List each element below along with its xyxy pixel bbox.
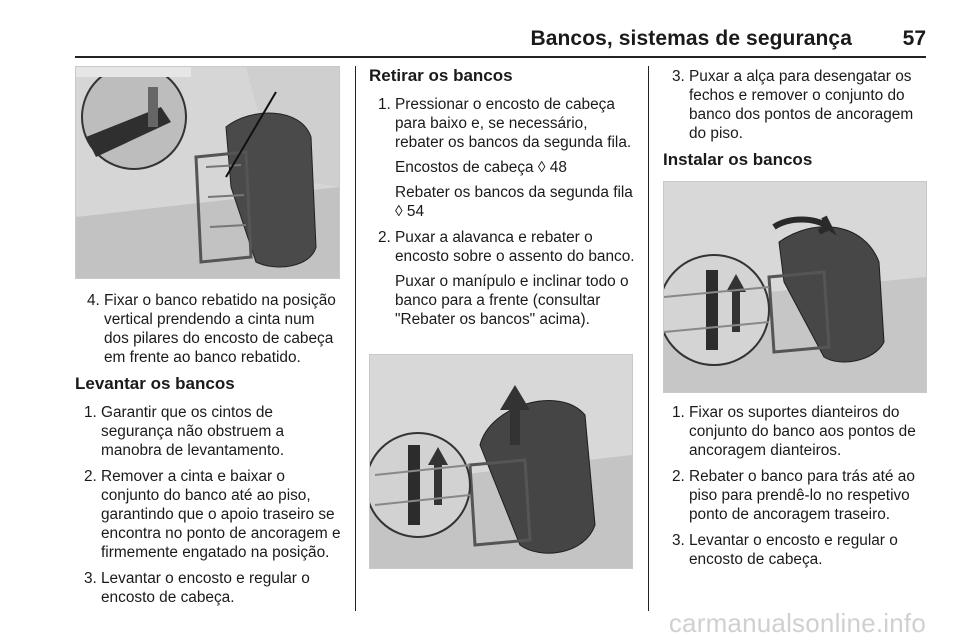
step-text: Fixar o banco rebatido na posição vertical prendendo a cinta num dos pilares do encosto de cabeça em frente ao banco rebatido. xyxy=(104,292,336,366)
raise-step-2 xyxy=(75,467,345,562)
chapter-title: Bancos, sistemas de segurança xyxy=(530,27,852,50)
install-step-3 xyxy=(663,531,931,569)
raise-step-1 xyxy=(75,403,345,460)
heading-remove-seats: Retirar os bancos xyxy=(369,66,513,85)
header-divider xyxy=(75,56,926,58)
remove-step-2 xyxy=(369,228,637,329)
figure-seat-strap xyxy=(75,66,340,279)
step-4-secure-seat xyxy=(78,291,343,367)
seat-strap-illustration xyxy=(76,67,339,278)
remove-step-1 xyxy=(369,95,637,221)
install-step-1 xyxy=(663,403,931,460)
install-step-2 xyxy=(663,467,931,524)
step-text: Fixar os suportes dianteiros do conjunto do banco aos pontos de ancoragem dianteiros. xyxy=(689,404,916,459)
step-number: 1. xyxy=(84,404,97,421)
reference-headrests[interactable]: Encostos de cabeça ◊ 48 xyxy=(395,159,567,176)
step-number: 1. xyxy=(378,96,391,113)
step-text: Garantir que os cintos de segurança não obstruem a manobra de levantamento. xyxy=(101,404,285,459)
heading-raise-seats: Levantar os bancos xyxy=(75,374,235,393)
step-number: 2. xyxy=(672,468,685,485)
raise-step-3 xyxy=(75,569,345,607)
column-divider-2 xyxy=(648,66,649,611)
remove-step-3 xyxy=(663,67,931,143)
column-divider-1 xyxy=(355,66,356,611)
step-note: Puxar o manípulo e inclinar todo o banco para a frente (consultar "Rebater os bancos" acima). xyxy=(395,273,629,328)
step-text: Levantar o encosto e regular o encosto de cabeça. xyxy=(689,532,898,568)
step-number: 2. xyxy=(84,468,97,485)
reference-fold-second-row[interactable]: Rebater os bancos da segunda fila ◊ 54 xyxy=(395,184,633,220)
page-number: 57 xyxy=(902,27,926,50)
step-number: 3. xyxy=(672,532,685,549)
figure-install-seat xyxy=(663,181,927,393)
install-seat-illustration xyxy=(664,182,926,392)
step-text: Puxar a alça para desengatar os fechos e remover o conjunto do banco dos pontos de ancoragem do piso. xyxy=(689,68,914,142)
step-text: Puxar a alavanca e rebater o encosto sobre o assento do banco. xyxy=(395,229,635,265)
watermark: carmanualsonline.info xyxy=(668,608,926,638)
step-number: 3. xyxy=(672,68,685,85)
step-text: Levantar o encosto e regular o encosto de cabeça. xyxy=(101,570,310,606)
step-number: 4. xyxy=(87,292,100,309)
step-number: 2. xyxy=(378,229,391,246)
step-number: 1. xyxy=(672,404,685,421)
step-text: Pressionar o encosto de cabeça para baixo e, se necessário, rebater os bancos da segunda fila. xyxy=(395,96,632,151)
figure-remove-seat xyxy=(369,354,633,569)
remove-seat-illustration xyxy=(370,355,632,568)
step-text: Remover a cinta e baixar o conjunto do banco até ao piso, garantindo que o apoio traseiro se encontra no ponto de ancoragem e firmemente engatado na posição. xyxy=(101,468,341,561)
step-text: Rebater o banco para trás até ao piso para prendê-lo no respetivo ponto de ancoragem traseiro. xyxy=(689,468,915,523)
step-number: 3. xyxy=(84,570,97,587)
heading-install-seats: Instalar os bancos xyxy=(663,150,813,169)
